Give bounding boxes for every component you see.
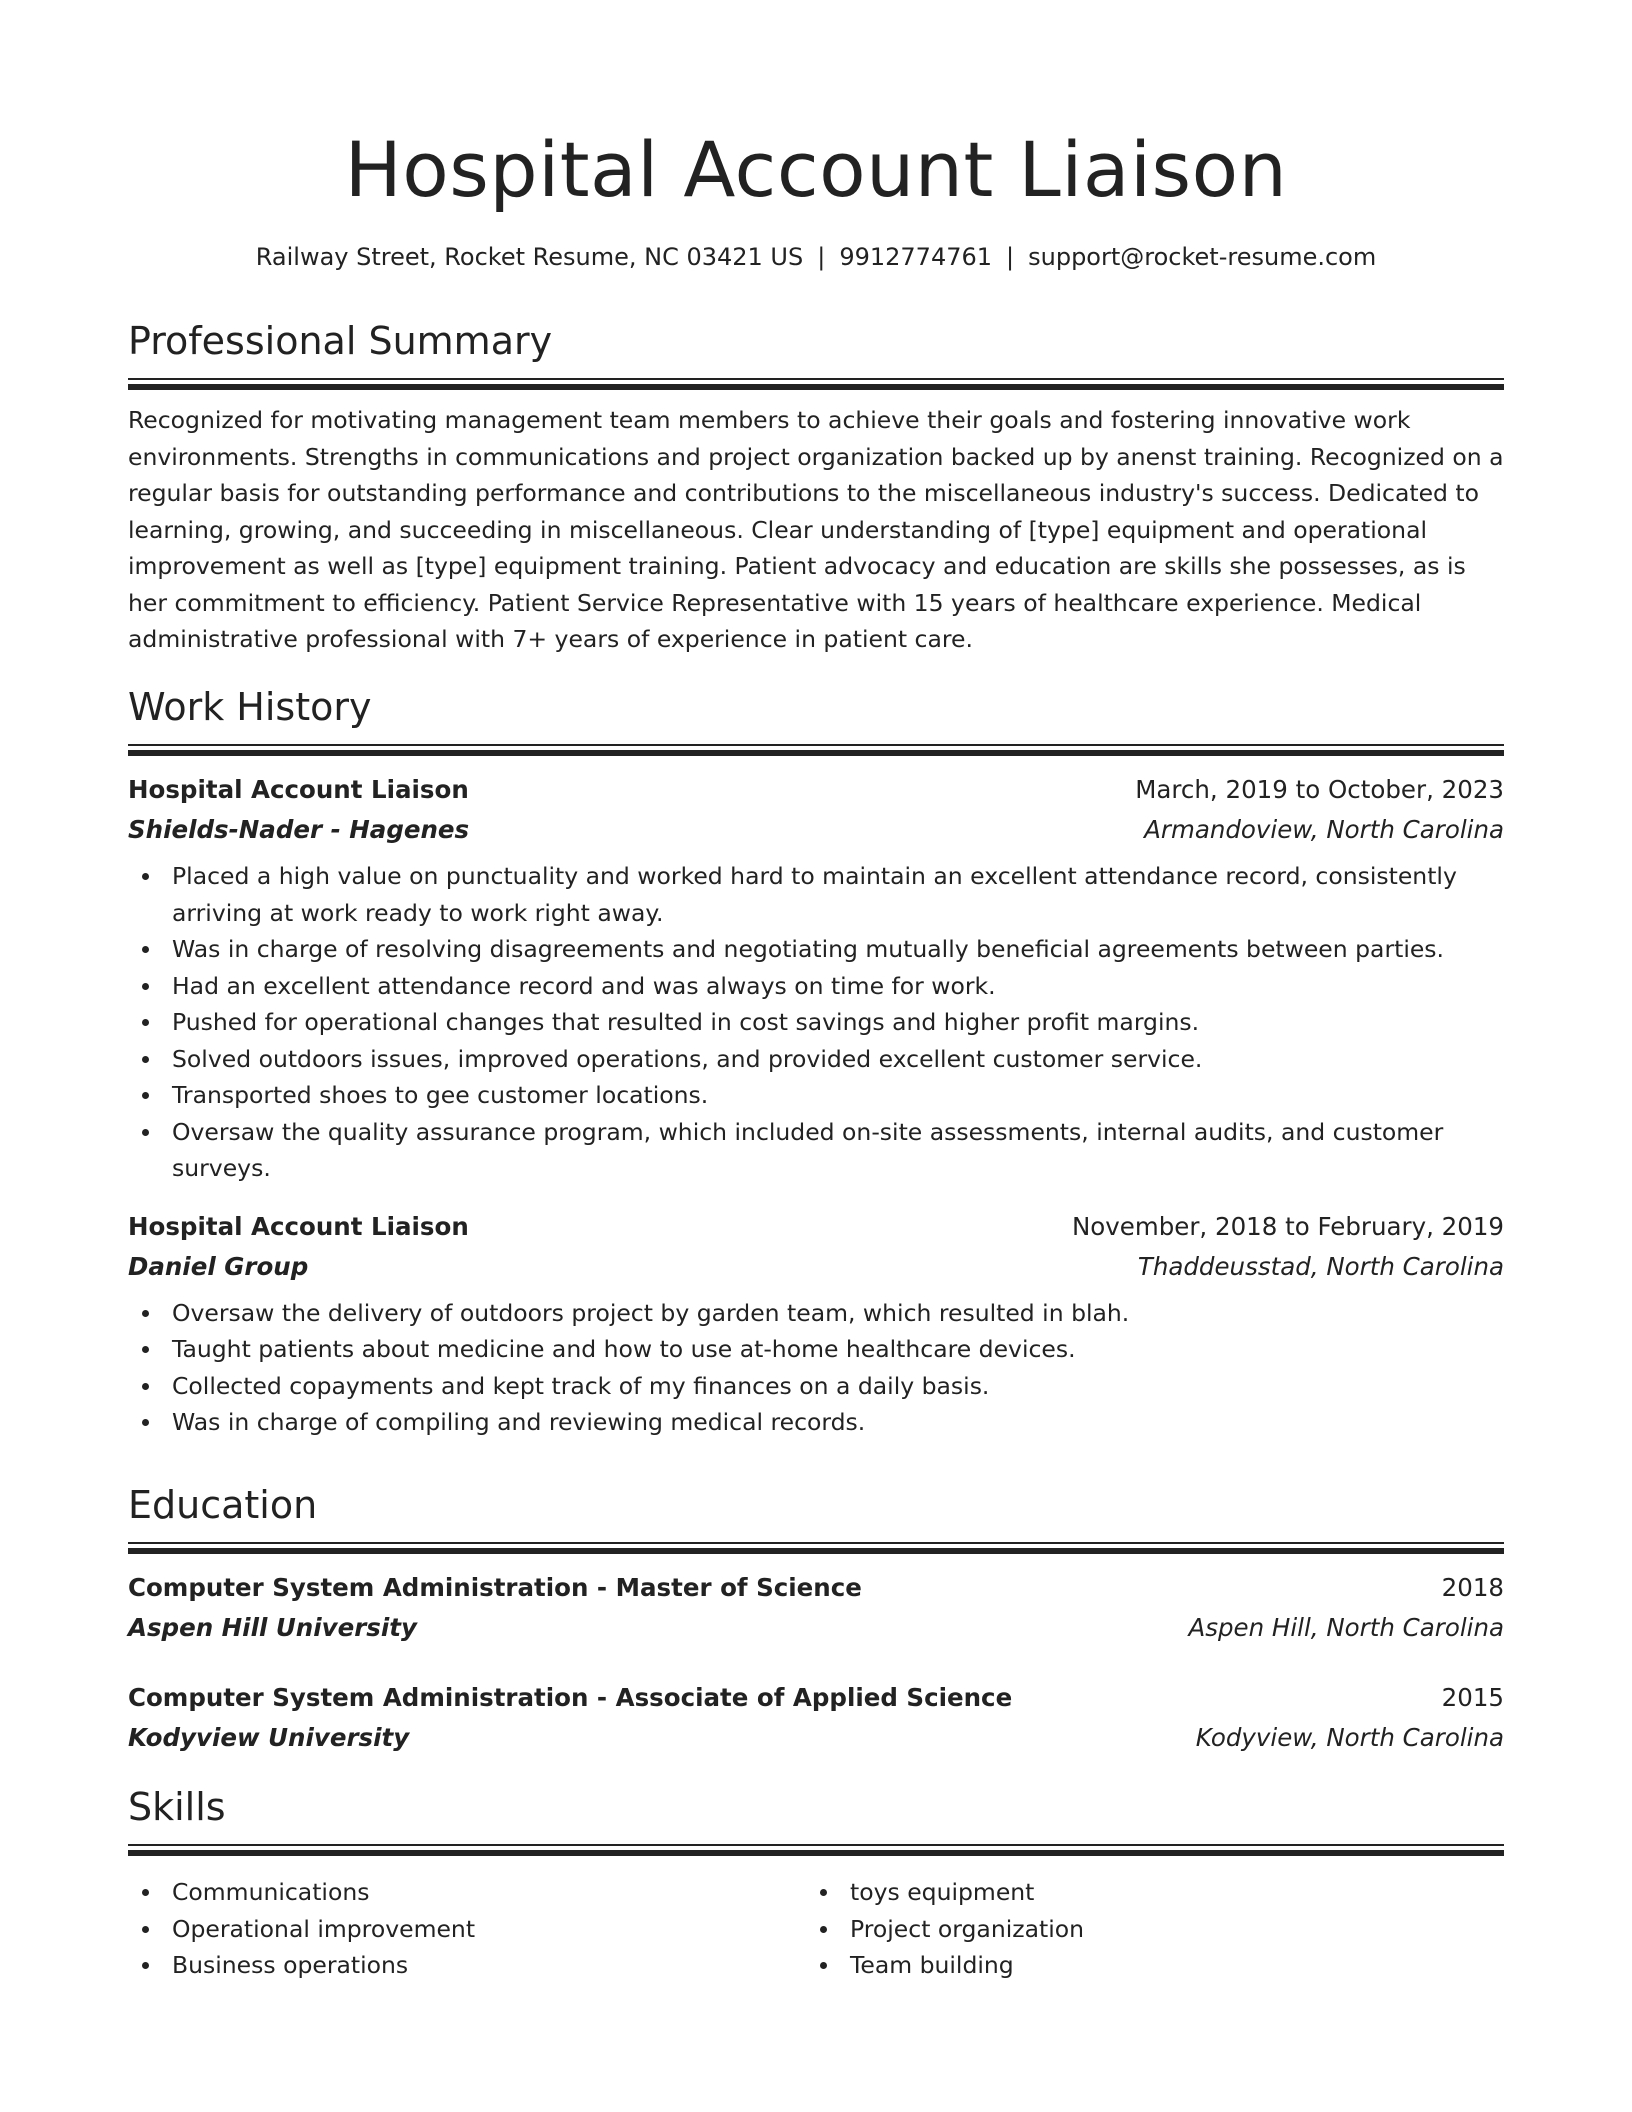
skill-item: Project organization — [806, 1911, 1484, 1948]
education-year: 2015 — [1441, 1683, 1504, 1712]
section-divider — [128, 1844, 1504, 1856]
education-header-row — [128, 1568, 1504, 1608]
job-entry — [128, 770, 1504, 1187]
job-header-row — [128, 770, 1504, 810]
section-divider — [128, 378, 1504, 390]
list-item: Had an excellent attendance record and was always on time for work. — [128, 968, 1504, 1005]
job-header-row — [128, 1207, 1504, 1247]
skill-item: Team building — [806, 1947, 1484, 1984]
contact-phone: 9912774761 — [839, 243, 993, 271]
skills-list-left — [128, 1874, 806, 1984]
section-heading-skills: Skills — [128, 1785, 226, 1829]
contact-separator: | — [817, 243, 826, 271]
education-section — [128, 1480, 1504, 1758]
education-school-row — [128, 1608, 1504, 1648]
job-entry — [128, 1207, 1504, 1441]
section-divider — [128, 1542, 1504, 1554]
job-title: Hospital Account Liaison — [128, 1211, 469, 1241]
education-entry — [128, 1568, 1504, 1648]
list-item: Pushed for operational changes that resulted in cost savings and higher profit margins. — [128, 1004, 1504, 1041]
list-item: Oversaw the quality assurance program, which included on-site assessments, internal audits, and customer surveys. — [128, 1114, 1504, 1187]
job-company-row — [128, 1247, 1504, 1287]
list-item: Oversaw the delivery of outdoors project by garden team, which resulted in blah. — [128, 1295, 1504, 1332]
skills-list-right — [806, 1874, 1484, 1984]
job-company-row — [128, 810, 1504, 850]
section-heading-education: Education — [128, 1483, 318, 1527]
education-entry — [128, 1678, 1504, 1758]
job-bullets — [128, 858, 1504, 1187]
skills-columns — [128, 1866, 1504, 1984]
work-history-section — [128, 682, 1504, 1441]
education-school: Aspen Hill University — [128, 1613, 417, 1642]
skills-section — [128, 1782, 1504, 1984]
contact-separator: | — [1006, 243, 1015, 271]
list-item: Was in charge of compiling and reviewing medical records. — [128, 1404, 1504, 1441]
education-location: Aspen Hill, North Carolina — [1188, 1613, 1504, 1642]
summary-section — [128, 316, 1504, 658]
list-item: Was in charge of resolving disagreements and negotiating mutually beneficial agreements between parties. — [128, 931, 1504, 968]
list-item: Placed a high value on punctuality and worked hard to maintain an excellent attendance record, consistently arriving at work ready to work right away. — [128, 858, 1504, 931]
resume-name: Hospital Account Liaison — [344, 125, 1288, 214]
skill-item: Operational improvement — [128, 1911, 806, 1948]
contact-email: support@rocket-resume.com — [1028, 243, 1377, 271]
job-location: Thaddeusstad, North Carolina — [1137, 1251, 1504, 1281]
skill-item: Business operations — [128, 1947, 806, 1984]
section-divider — [128, 744, 1504, 756]
skill-item: toys equipment — [806, 1874, 1484, 1911]
summary-text: Recognized for motivating management team members to achieve their goals and fostering innovative work environments. Strengths in communications and project organization backed up by anenst training. Recognized on a regular basis for outstanding performance and contributions to the miscellaneous industry's success. Dedicated to learning, growing, and succeeding in miscellaneous. Clear understanding of [type] equipment and operational improvement as well as [type] equipment training. Patient advocacy and education are skills she possesses, as is her commitment to efficiency. Patient Service Representative with 15 years of healthcare experience. Medical administrative professional with 7+ years of experience in patient care. — [128, 406, 1504, 653]
section-heading-summary: Professional Summary — [128, 319, 553, 363]
job-company: Shields-Nader - Hagenes — [128, 815, 470, 844]
list-item: Solved outdoors issues, improved operations, and provided excellent customer service. — [128, 1041, 1504, 1078]
contact-line — [128, 240, 1504, 274]
education-degree: Computer System Administration - Associate of Applied Science — [128, 1683, 1013, 1712]
education-year: 2018 — [1441, 1573, 1504, 1602]
list-item: Taught patients about medicine and how to use at-home healthcare devices. — [128, 1331, 1504, 1368]
job-dates: March, 2019 to October, 2023 — [1135, 775, 1504, 804]
education-school: Kodyview University — [128, 1723, 410, 1752]
job-bullets — [128, 1295, 1504, 1441]
job-company: Daniel Group — [128, 1251, 309, 1281]
job-dates: November, 2018 to February, 2019 — [1071, 1211, 1504, 1241]
job-title: Hospital Account Liaison — [128, 775, 469, 804]
education-location: Kodyview, North Carolina — [1195, 1723, 1504, 1752]
education-header-row — [128, 1678, 1504, 1718]
skill-item: Communications — [128, 1874, 806, 1911]
education-school-row — [128, 1718, 1504, 1758]
education-degree: Computer System Administration - Master of Science — [128, 1573, 862, 1602]
list-item: Transported shoes to gee customer locations. — [128, 1077, 1504, 1114]
contact-address: Railway Street, Rocket Resume, NC 03421 US — [255, 243, 804, 271]
job-location: Armandoview, North Carolina — [1144, 815, 1504, 844]
list-item: Collected copayments and kept track of my finances on a daily basis. — [128, 1368, 1504, 1405]
section-heading-work: Work History — [128, 685, 372, 729]
